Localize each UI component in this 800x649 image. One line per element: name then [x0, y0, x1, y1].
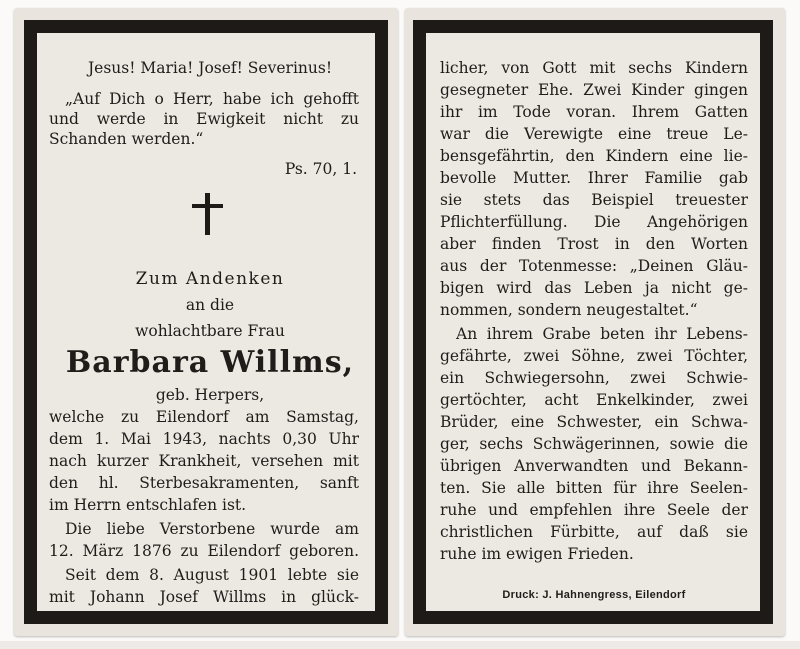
body-line-5: bensgefährtin, den Kindern eine lie- — [440, 147, 748, 165]
body-line-12: nommen, sondern neugestaltet.“ — [440, 301, 698, 319]
maiden-name: geb. Herpers, — [155, 386, 265, 404]
quote-reference: Ps. 70, 1. — [284, 160, 357, 178]
body-line-16: gertöchter, acht Enkelkinder, zwei — [440, 391, 748, 409]
body-line-2: gesegneter Ehe. Zwei Kinder gingen — [440, 81, 748, 99]
body-line-4: den hl. Sterbesakramenten, sanft — [49, 474, 359, 492]
body-line-17: Brüder, eine Schwester, ein Schwa- — [440, 413, 748, 431]
an-die: an die — [185, 296, 235, 314]
body-line-11: bigen wird das Leben ja nicht ge- — [440, 279, 748, 297]
body-line-22: christlichen Fürbitte, auf daß sie — [440, 523, 748, 541]
body-line-6: bevolle Mutter. Ihrer Familie gab — [440, 169, 748, 187]
body-line-6: Die liebe Verstorbene wurde am — [65, 520, 359, 538]
left-page-mourning-border — [24, 20, 388, 624]
invocation: Jesus! Maria! Josef! Severinus! — [87, 59, 333, 77]
scan-bottom-edge — [0, 641, 800, 649]
body-line-2: dem 1. Mai 1943, nachts 0,30 Uhr — [49, 430, 359, 448]
body-line-3: nach kurzer Krankheit, versehen mit — [49, 452, 359, 470]
memorial-heading: Zum Andenken — [135, 269, 285, 289]
quote-line-2: und werde in Ewigkeit nicht zu — [49, 110, 359, 128]
left-page — [14, 8, 398, 636]
body-line-7: 12. März 1876 zu Eilendorf geboren. — [49, 542, 359, 560]
body-line-13: An ihrem Grabe beten ihr Lebens- — [456, 325, 748, 343]
body-line-8: Pflichterfüllung. Die Angehörigen — [440, 213, 748, 231]
body-line-3: ihr im Tode voran. Ihrem Gatten — [440, 103, 748, 121]
body-line-1: licher, von Gott mit sechs Kindern — [440, 59, 748, 77]
quote-line-3: Schanden werden.“ — [49, 130, 204, 148]
body-line-9: aber finden Trost in den Worten — [440, 235, 748, 253]
body-line-23: ruhe im ewigen Frieden. — [440, 545, 634, 563]
printer-credit: Druck: J. Hahnengress, Eilendorf — [502, 589, 686, 601]
cross-icon — [192, 193, 223, 235]
body-line-18: ger, sechs Schwägerinnen, sowie die — [440, 435, 748, 453]
honorific: wohlachtbare Frau — [135, 322, 285, 340]
body-line-9: mit Johann Josef Willms in glück- — [49, 588, 359, 606]
body-line-19: übrigen Anverwandten und Bekann- — [440, 457, 748, 475]
right-page-mourning-border — [413, 20, 773, 624]
body-line-8: Seit dem 8. August 1901 lebte sie — [65, 566, 359, 584]
body-line-4: war die Verewigte eine treue Le- — [440, 125, 748, 143]
quote-line-1: „Auf Dich o Herr, habe ich gehofft — [65, 90, 359, 108]
body-line-21: ruhe und empfehlen ihre Seele der — [440, 501, 748, 519]
body-line-7: sie stets das Beispiel treuester — [440, 191, 748, 209]
deceased-name: Barbara Willms, — [65, 345, 355, 380]
body-line-10: aus der Totenmesse: „Deinen Gläu- — [440, 257, 748, 275]
body-line-15: ein Schwiegersohn, zwei Schwie- — [440, 369, 748, 387]
body-line-1: welche zu Eilendorf am Samstag, — [49, 408, 359, 426]
body-line-14: gefährte, zwei Söhne, zwei Töchter, — [440, 347, 748, 365]
body-line-20: ten. Sie alle bitten für ihre Seelen- — [440, 479, 748, 497]
right-page — [405, 8, 785, 636]
body-line-5: im Herrn entschlafen ist. — [49, 496, 247, 514]
